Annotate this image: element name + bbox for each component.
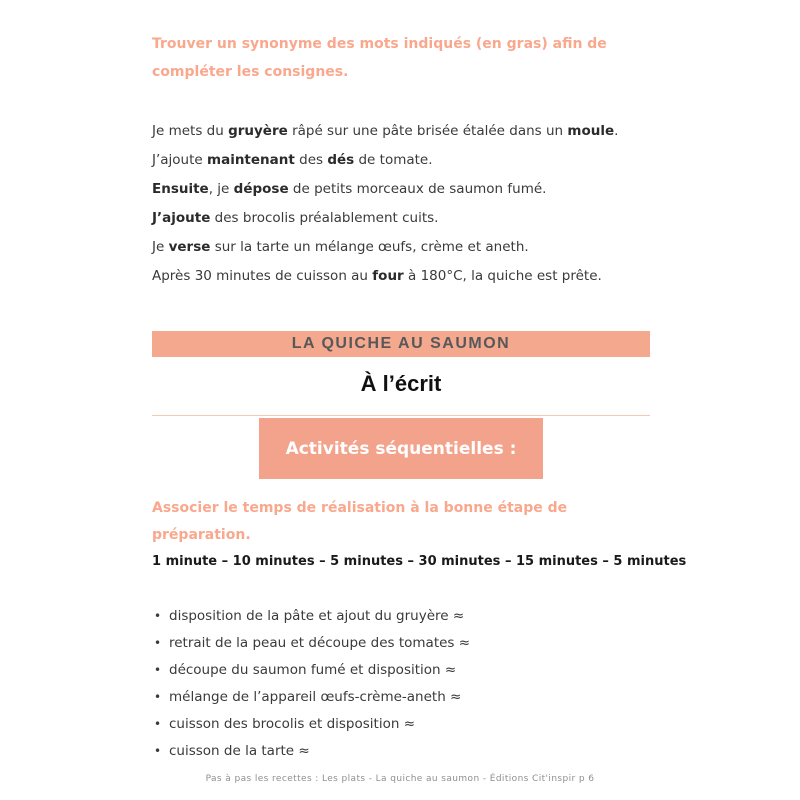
section-banner (152, 331, 650, 357)
exercise-heading: Associer le temps de réalisation à la bonne étape de préparation. (152, 500, 568, 543)
sentence-segment: de tomate. (354, 152, 433, 168)
bullet-item: • cuisson de la tarte ≈ (152, 744, 650, 759)
sentence (152, 180, 650, 198)
sentence-segment: . (614, 123, 619, 139)
sentence-segment: des brocolis préalablement cuits. (210, 210, 439, 226)
sentence-segment: four (372, 268, 404, 284)
sentence-segment: J’ajoute (152, 210, 211, 226)
sentence-segment: Ensuite (152, 181, 209, 197)
bullet-list (152, 609, 650, 759)
bullet-item: • découpe du saumon fumé et disposition ≈ (152, 663, 650, 678)
activity-box-label: Activités séquentielles : (285, 438, 517, 459)
sentence-segment: , je (208, 181, 234, 197)
sentence-segment: maintenant (207, 152, 295, 168)
sentence-list (152, 122, 650, 285)
sentence-segment: des (294, 152, 328, 168)
sentence-segment: Je (152, 239, 169, 255)
sentence-segment: à 180°C, la quiche est prête. (403, 268, 602, 284)
sentence-segment: dés (327, 152, 355, 168)
bullet-item: • mélange de l’appareil œufs-crème-aneth ≈ (152, 690, 650, 705)
subtitle-heading: À l’écrit (360, 371, 442, 396)
sentence-segment: moule (567, 123, 615, 139)
activity-box (259, 418, 543, 479)
bullet-item: • cuisson des brocolis et disposition ≈ (152, 717, 650, 732)
instruction-heading: Trouver un synonyme des mots indiqués (en gras) afin de compléter les consignes. (152, 36, 607, 80)
sentence-segment: sur la tarte un mélange œufs, crème et aneth. (210, 239, 529, 255)
sentence (152, 151, 650, 169)
page-content (152, 0, 687, 771)
sentence-segment: Après 30 minutes de cuisson au (152, 268, 373, 284)
durations-line: 1 minute – 10 minutes – 5 minutes – 30 minutes – 15 minutes – 5 minutes (152, 554, 687, 569)
sentence-segment: verse (168, 239, 211, 255)
divider-line (152, 415, 650, 416)
sentence-segment: dépose (233, 181, 289, 197)
sentence (152, 209, 650, 227)
sentence-segment: J’ajoute (152, 152, 208, 168)
bullet-item: • disposition de la pâte et ajout du gruyère ≈ (152, 609, 650, 624)
sentence (152, 267, 650, 285)
sentence-segment: de petits morceaux de saumon fumé. (288, 181, 547, 197)
sentence-segment: râpé sur une pâte brisée étalée dans un (287, 123, 568, 139)
banner-title: LA QUICHE AU SAUMON (291, 335, 511, 352)
sentence (152, 122, 650, 140)
bullet-item: • retrait de la peau et découpe des tomates ≈ (152, 636, 650, 651)
sentence (152, 238, 650, 256)
sentence-segment: Je mets du (152, 123, 229, 139)
page-footer: Pas à pas les recettes : Les plats - La quiche au saumon - Éditions Cit'inspir p 6 (205, 774, 595, 784)
sentence-segment: gruyère (228, 123, 288, 139)
